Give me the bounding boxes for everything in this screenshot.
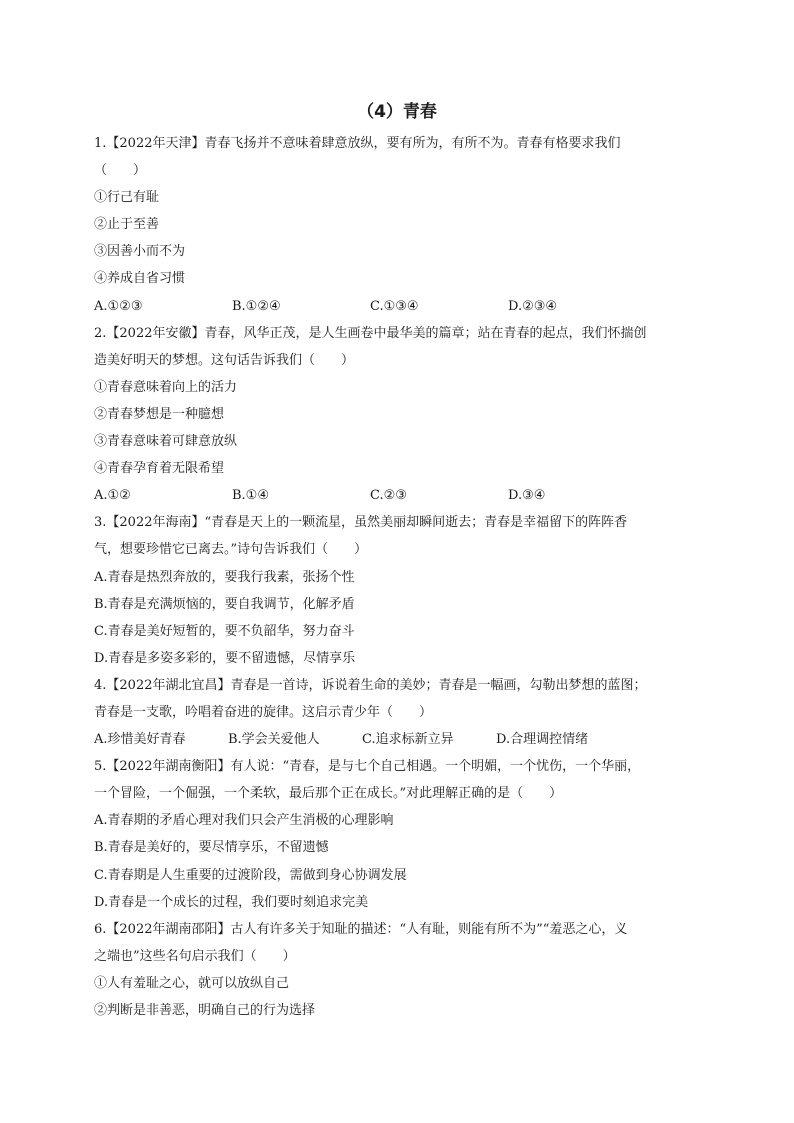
option-d: D.③④ <box>508 488 546 504</box>
option-a: A.青春期的矛盾心理对我们只会产生消极的心理影响 <box>94 813 394 829</box>
option-d: D.青春是一个成长的过程，我们要时刻追求完美 <box>94 894 369 910</box>
question-1 <box>94 130 694 320</box>
question-stem-line: 一个冒险，一个倔强，一个柔软，最后那个正在成长。”对此理解正确的是（ ） <box>94 786 563 802</box>
option-d: D.合理调控情绪 <box>496 732 589 748</box>
option-c: C.青春是美好短暂的，要不负韶华，努力奋斗 <box>94 623 355 639</box>
statement: ④养成自省习惯 <box>94 271 186 287</box>
question-stem-line: 1.【2022年天津】青春飞扬并不意味着肆意放纵，要有所为，有所不为。青春有格要求我们 <box>94 136 621 151</box>
option-a: A.①②③ <box>94 298 143 314</box>
option-b: B.青春是充满烦恼的，要自我调节，化解矛盾 <box>94 596 355 612</box>
statement: ④青春孕育着无限希望 <box>94 461 225 477</box>
question-4 <box>94 672 694 753</box>
option-b: B.学会关爱他人 <box>228 732 320 748</box>
page-title: （4）青春 <box>357 102 437 122</box>
option-c: C.①③④ <box>370 298 419 314</box>
statement: ②判断是非善恶，明确自己的行为选择 <box>94 1003 316 1018</box>
question-stem-line: 气，想要珍惜它已离去。”诗句告诉我们（ ） <box>94 542 368 558</box>
question-stem-line: 2.【2022年安徽】青春，风华正茂，是人生画卷中最华美的篇章；站在青春的起点，我们怀揣创 <box>94 325 647 341</box>
question-stem-line: 之端也”这些名句启示我们（ ） <box>94 948 296 964</box>
option-c: C.青春期是人生重要的过渡阶段，需做到身心协调发展 <box>94 867 407 883</box>
options-row <box>94 726 694 753</box>
statement: ②止于至善 <box>94 217 160 233</box>
question-stem-line: 3.【2022年海南】“青春是天上的一颗流星，虽然美丽却瞬间逝去；青春是幸福留下的阵阵香 <box>94 515 628 531</box>
question-5 <box>94 753 694 916</box>
option-a: A.①② <box>94 488 131 504</box>
option-d: D.②③④ <box>508 298 558 314</box>
statement: ③因善小而不为 <box>94 244 186 260</box>
option-d: D.青春是多姿多彩的，要不留遗憾，尽情享乐 <box>94 650 356 666</box>
question-stem-line: 青春是一支歌，吟唱着奋进的旋律。这启示青少年（ ） <box>94 704 433 720</box>
question-stem-line: （ ） <box>94 163 147 179</box>
option-c: C.②③ <box>370 488 407 504</box>
question-stem-line: 造美好明天的梦想。这句话告诉我们（ ） <box>94 352 355 368</box>
options-row <box>94 482 694 509</box>
option-a: A.青春是热烈奔放的，要我行我素，张扬个性 <box>94 569 355 585</box>
option-a: A.珍惜美好青春 <box>94 732 186 748</box>
question-list <box>94 130 694 1024</box>
statement: ③青春意味着可肆意放纵 <box>94 434 238 450</box>
statement: ①行己有耻 <box>94 190 160 206</box>
question-stem-line: 6.【2022年湖南邵阳】古人有许多关于知耻的描述：“人有耻，则能有所不为”“羞恶之心，义 <box>94 921 628 937</box>
options-row <box>94 293 694 320</box>
option-b: B.①④ <box>232 488 269 504</box>
question-stem-line: 5.【2022年湖南衡阳】有人说：“青春，是与七个自己相遇。一个明媚，一个忧伤，一个华丽， <box>94 759 641 775</box>
statement: ①青春意味着向上的活力 <box>94 379 238 395</box>
question-6 <box>94 916 694 1024</box>
question-stem-line: 4.【2022年湖北宜昌】青春是一首诗，诉说着生命的美妙；青春是一幅画，勾勒出梦想的蓝图； <box>94 677 647 693</box>
option-b: B.青春是美好的，要尽情享乐，不留遗憾 <box>94 840 329 856</box>
question-3 <box>94 509 694 672</box>
question-2 <box>94 320 694 510</box>
statement: ②青春梦想是一种臆想 <box>94 406 225 422</box>
option-c: C.追求标新立异 <box>362 732 454 748</box>
option-b: B.①②④ <box>232 298 281 314</box>
statement: ①人有羞耻之心，就可以放纵自己 <box>94 975 290 991</box>
